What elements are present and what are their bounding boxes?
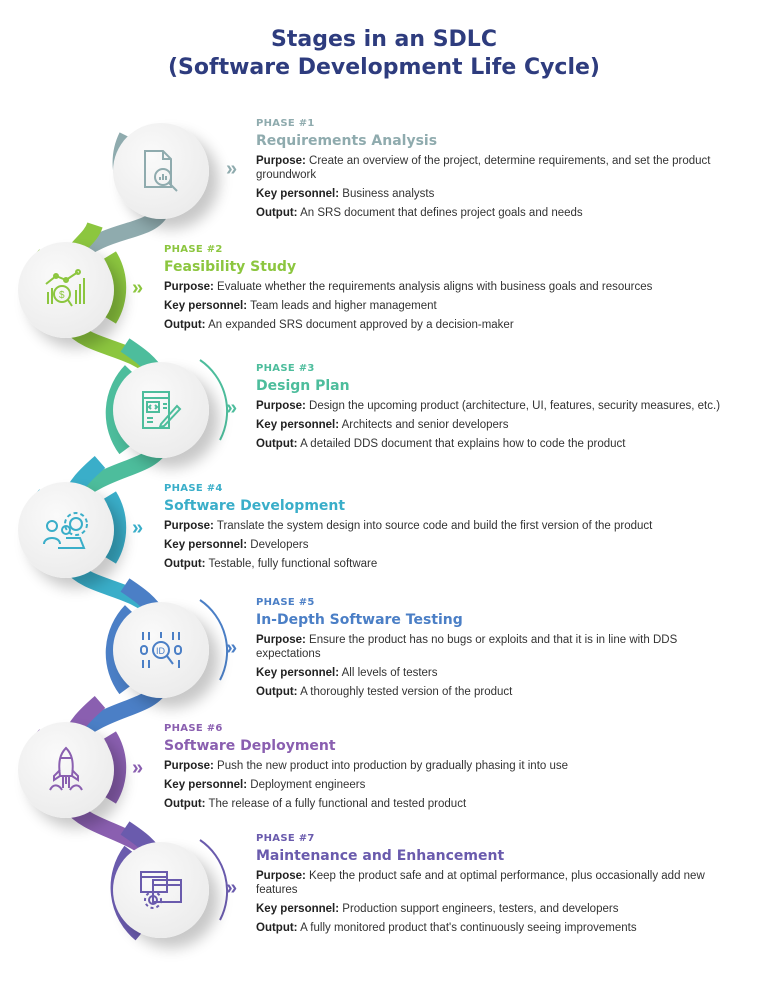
phase-purpose: Purpose: Design the upcoming product (architecture, UI, features, security measures, etc.) (256, 400, 721, 412)
chevron-icon: » (226, 158, 234, 180)
phase-6 (164, 722, 664, 816)
phase-output: Output: The release of a fully functional and tested product (164, 798, 467, 810)
window-settings-icon (137, 868, 185, 912)
rocket-icon (46, 746, 86, 794)
phase-7 (256, 832, 736, 940)
binary-search-icon (137, 628, 185, 672)
phase-output: Output: Testable, fully functional software (164, 558, 378, 570)
phase-4 (164, 482, 754, 576)
phase-3-node (113, 362, 209, 458)
phase-3 (256, 362, 766, 456)
phase-purpose: Purpose: Translate the system design into source code and build the first version of the product (164, 520, 653, 532)
phase-purpose: Purpose: Keep the product safe and at optimal performance, plus occasionally add new features (256, 870, 705, 896)
phase-1-node (113, 123, 209, 219)
phase-5-node (113, 602, 209, 698)
phase-2-node (18, 242, 114, 338)
chevron-icon: » (226, 637, 234, 659)
phase-number: PHASE #3 (256, 363, 315, 374)
phase-1 (256, 117, 736, 225)
chevron-icon: » (226, 877, 234, 899)
phase-personnel: Key personnel: All levels of testers (256, 667, 438, 679)
financial-analysis-icon (42, 268, 90, 312)
phase-title: Maintenance and Enhancement (256, 848, 505, 864)
phase-output: Output: A fully monitored product that's continuously seeing improvements (256, 922, 637, 934)
phase-title: Software Development (164, 498, 346, 514)
chevron-icon: » (226, 397, 234, 419)
phase-output: Output: A thoroughly tested version of the product (256, 686, 513, 698)
phase-title: Software Deployment (164, 738, 336, 754)
phase-purpose: Purpose: Ensure the product has no bugs or exploits and that it is in line with DDS expectations (256, 634, 678, 660)
chevron-icon: » (132, 277, 140, 299)
phase-purpose: Purpose: Push the new product into production by gradually phasing it into use (164, 760, 569, 772)
phase-number: PHASE #1 (256, 118, 315, 129)
title-line-2: (Software Development Life Cycle) (168, 55, 600, 80)
phase-6-node (18, 722, 114, 818)
phase-output: Output: An expanded SRS document approved by a decision-maker (164, 319, 514, 331)
phase-number: PHASE #7 (256, 833, 315, 844)
chevron-icon: » (132, 757, 140, 779)
phase-4-node (18, 482, 114, 578)
phase-7-node (113, 842, 209, 938)
phase-title: Feasibility Study (164, 259, 297, 275)
phase-personnel: Key personnel: Production support engineers, testers, and developers (256, 903, 619, 915)
document-analysis-icon (139, 147, 183, 195)
phase-number: PHASE #4 (164, 483, 223, 494)
developer-gear-icon (40, 508, 92, 552)
phase-personnel: Key personnel: Developers (164, 539, 309, 551)
phase-output: Output: An SRS document that defines project goals and needs (256, 207, 583, 219)
phase-number: PHASE #5 (256, 597, 315, 608)
svg-text:$: $ (59, 290, 65, 301)
phase-number: PHASE #6 (164, 723, 223, 734)
title-line-1: Stages in an SDLC (271, 27, 497, 52)
phase-title: Design Plan (256, 378, 350, 394)
phase-personnel: Key personnel: Architects and senior developers (256, 419, 509, 431)
chevron-icon: » (132, 517, 140, 539)
design-code-icon (139, 388, 183, 432)
phase-2 (164, 243, 744, 337)
phase-title: In-Depth Software Testing (256, 612, 463, 628)
phase-purpose: Purpose: Create an overview of the project, determine requirements, and set the product groundwork (256, 155, 711, 181)
phase-title: Requirements Analysis (256, 133, 438, 149)
phase-5 (256, 596, 726, 704)
svg-text:ID: ID (156, 646, 165, 656)
phase-personnel: Key personnel: Business analysts (256, 188, 435, 200)
phase-number: PHASE #2 (164, 244, 223, 255)
phase-output: Output: A detailed DDS document that explains how to code the product (256, 438, 626, 450)
phase-purpose: Purpose: Evaluate whether the requirements analysis aligns with business goals and resources (164, 281, 653, 293)
phase-personnel: Key personnel: Team leads and higher management (164, 300, 437, 312)
phase-personnel: Key personnel: Deployment engineers (164, 779, 366, 791)
